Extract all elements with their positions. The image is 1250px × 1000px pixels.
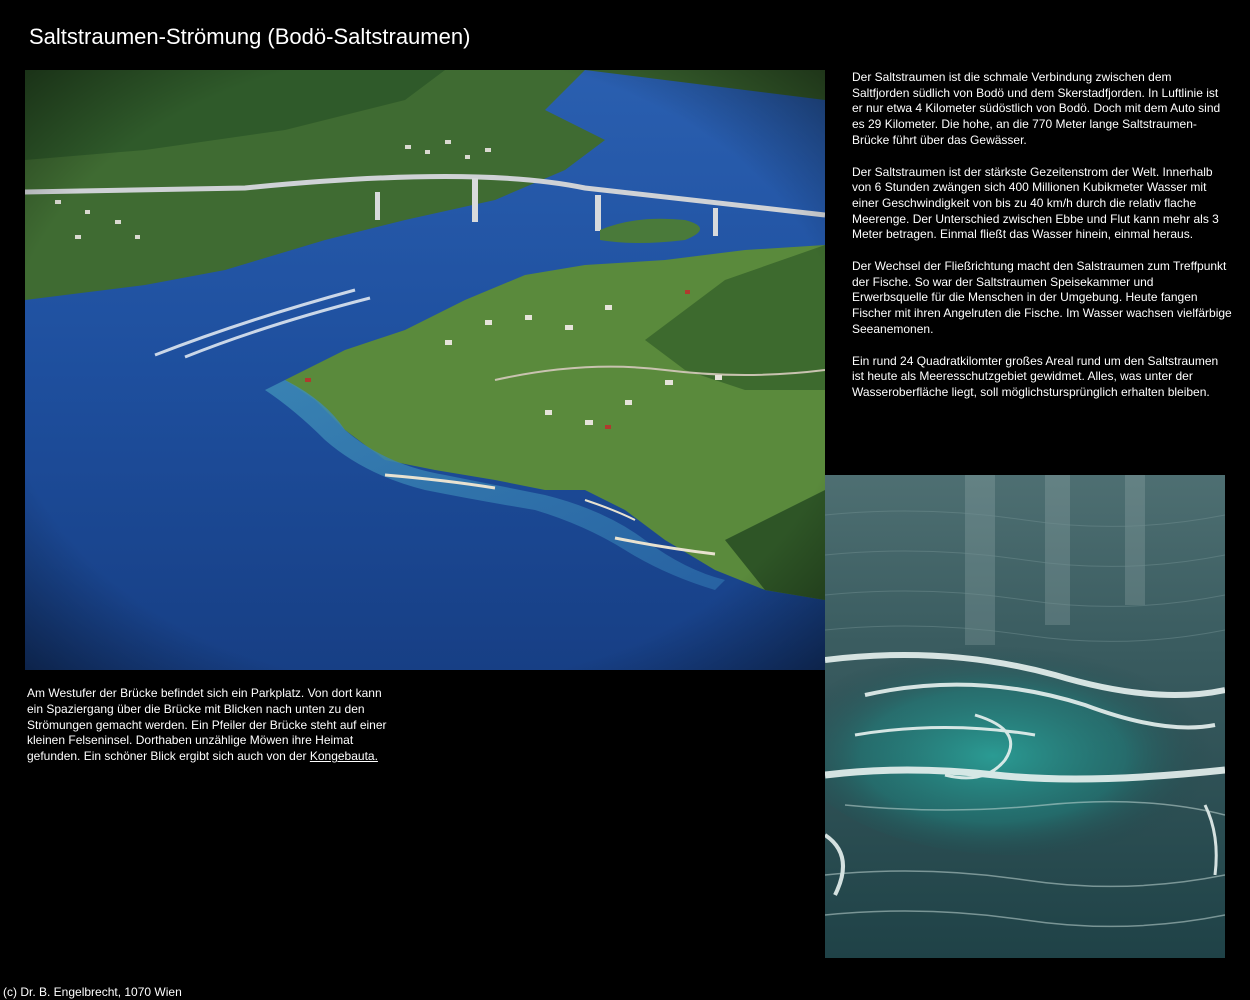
- aerial-photo: [25, 70, 825, 670]
- copyright-footer: (c) Dr. B. Engelbrecht, 1070 Wien: [3, 985, 182, 999]
- parking-description: Am Westufer der Brücke befindet sich ein Parkplatz. Von dort kann ein Spaziergang über die Brücke mit Blicken nach unten zu den Strömungen gemacht werden. Ein Pfeiler der Brücke steht auf einer kleinen Felseninsel. Dorthaben unzählige Möwen ihre Heimat gefunden. Ein schöner Blick ergibt sich auch von der: [27, 686, 387, 764]
- description-paragraph-2: Der Saltstraumen ist der stärkste Gezeitenstrom der Welt. Innerhalb von 6 Stunden zwängen sich 400 Millionen Kubikmeter Wasser mit einer Geschwindigkeit von bis zu 40 km/h durch die relativ flache Meerenge. Der Unterschied zwischen Ebbe und Flut kann mehr als 3 Meter betragen. Einmal fließt das Wasser hinein, einmal heraus.: [852, 164, 1219, 242]
- description-paragraph-3: Der Wechsel der Fließrichtung macht den Salstraumen zum Treffpunkt der Fische. So war der Saltstraumen Speisekammer und Erwerbsquelle für die Menschen in der Umgebung. Heute fangen Fischer mit ihren Angelruten die Fische. Im Wasser wachsen vielfärbige Seeanemonen.: [852, 259, 1232, 336]
- current-photo-illustration: [825, 475, 1225, 958]
- kongebauta-link[interactable]: Kongebauta.: [309, 749, 378, 764]
- description-left-column: [27, 686, 387, 765]
- description-paragraph-4: Ein rund 24 Quadratkilomter großes Areal rund um den Saltstraumen ist heute als Meeresschutzgebiet gewidmet. Alles, was unter der Wasseroberfläche liegt, soll möglichstursprünglich erhalten bleiben.: [852, 353, 1219, 399]
- aerial-photo-illustration: [25, 70, 825, 670]
- description-paragraph-1: Der Saltstraumen ist die schmale Verbindung zwischen dem Saltfjorden südlich von Bodö und dem Skerstadfjorden. In Luftlinie ist er nur etwa 4 Kilometer südöstlich von Bodö. Doch mit dem Auto sind es 29 Kilometer. Die hohe, an die 770 Meter lange Saltstraumen-Brücke führt über das Gewässer.: [852, 70, 1221, 147]
- description-right-column: [852, 70, 1232, 417]
- page-title: Saltstraumen-Strömung (Bodö-Saltstraumen): [29, 24, 471, 49]
- current-photo: [825, 475, 1225, 958]
